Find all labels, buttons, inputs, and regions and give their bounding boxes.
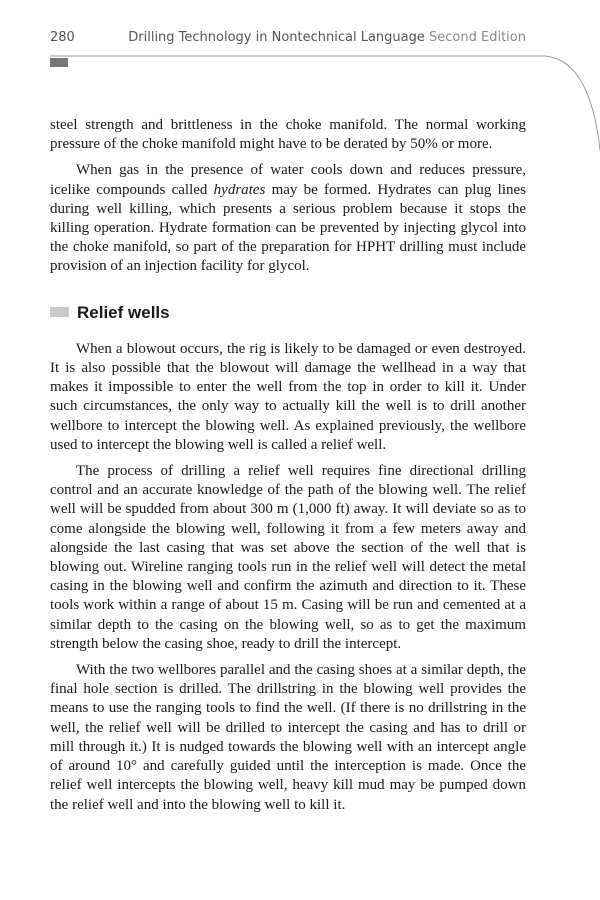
section-title: Relief wells	[77, 302, 170, 322]
page-number: 280	[50, 30, 75, 45]
section-heading	[50, 303, 526, 322]
paragraph-intercept: With the two wellbores parallel and the casing shoes at a similar depth, the final hole section is drilled. The drillstring in the blowing well provides the means to use the ranging tools to find the well. (If there is no drillstring in the well, the relief well will be drilled to intercept the casing and has to drill or mill through it.) It is nudged towards the blowing well with an intercept angle of around 10° and carefully guided until the interception is made. Once the relief well intercepts the blowing well, heavy kill mud may be pumped down the relief well and into the blowing well to kill it.	[50, 662, 526, 813]
running-title-edition: Second Edition	[429, 30, 526, 45]
paragraph-relief-process: The process of drilling a relief well requires fine directional drilling control and an accurate knowledge of the path of the blowing well. The relief well will be spudded from about 300 m (1,000 ft) away. It will deviate so as to come alongside the blowing well, following it from a few meters away and alongside the last casing that was set above the section of the well that is blowing out. Wireline ranging tools run in the relief well will detect the metal casing in the blowing well and confirm the azimuth and direction to it. These tools work within a range of about 15 m. Casing will be run and cemented at a similar depth to the casing on the blowing well, so as to get the maximum strength below the casing shoe, ready to drill the intercept.	[50, 463, 526, 652]
paragraph-blowout: When a blowout occurs, the rig is likely to be damaged or even destroyed. It is also possible that the blowout will damage the wellhead in a way that makes it impossible to enter the well from the top in order to kill it. Under such circumstances, the only way to actually kill the well is to drill another wellbore to intercept the blowing well. As explained previously, the wellbore used to intercept the blowing well is called a relief well.	[50, 340, 526, 453]
paragraph-choke-manifold: steel strength and brittleness in the choke manifold. The normal working pressure of the choke manifold might have to be derated by 50% or more.	[50, 117, 526, 153]
paragraph-hydrates-post: may be formed. Hydrates can plug lines during well killing, which presents a serious problem because it stops the killing operation. Hydrate formation can be prevented by injecting glycol into the choke manifold, so part of the preparation for HPHT drilling must include provision of an injection facility for glycol.	[50, 181, 526, 275]
page-content	[50, 116, 526, 822]
page-header	[50, 30, 526, 50]
running-title	[128, 30, 526, 45]
paragraph-hydrates	[50, 161, 526, 276]
section-marker	[50, 307, 69, 317]
term-hydrates: hydrates	[213, 181, 266, 198]
header-marker	[50, 58, 68, 67]
paragraph-hydrates-pre: When gas in the presence of water cools down and reduces pressure, icelike compounds called	[50, 162, 526, 198]
running-title-main: Drilling Technology in Nontechnical Language	[128, 30, 425, 45]
